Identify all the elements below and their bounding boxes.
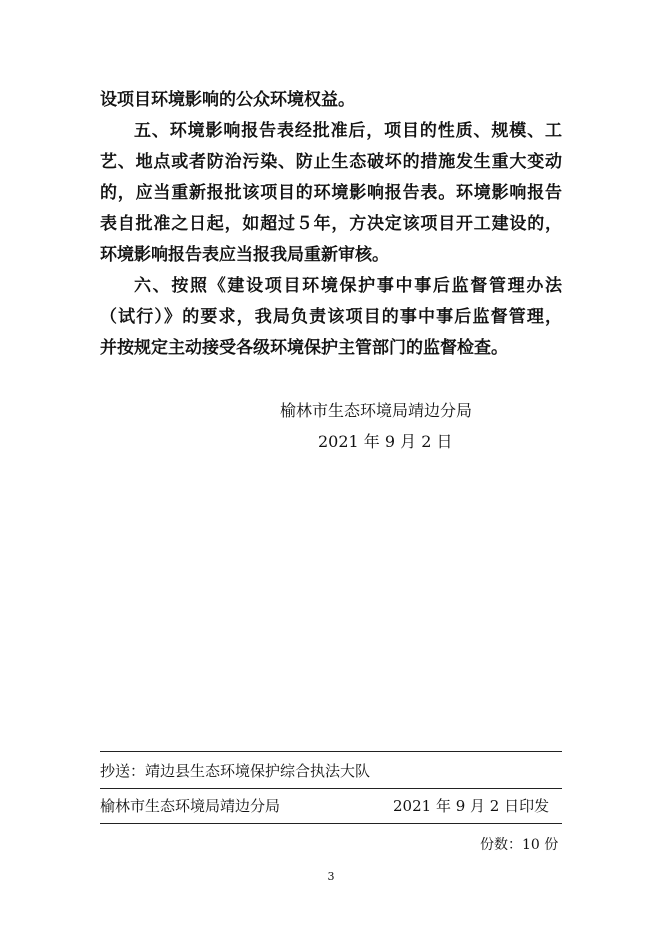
issuer-name: 榆林市生态环境局靖边分局 — [100, 797, 281, 815]
text-line: 设项目环境影响的公众环境权益。 — [100, 90, 355, 110]
issue-date: 2021 年 9 月 2 日印发 — [393, 797, 550, 815]
copies-count: 份数：10 份 — [480, 837, 559, 853]
text-line: 环境影响报告表应当报我局重新审核。 — [100, 245, 389, 265]
footer-rule-middle — [100, 788, 562, 789]
text-line: 并按规定主动接受各级环境保护主管部门的监督检查。 — [100, 338, 508, 358]
paragraph-six — [100, 271, 562, 364]
footer-rule-top — [100, 751, 562, 752]
text-line: 六、按照《建设项目环境保护事中事后监督管理办法 — [134, 276, 562, 296]
text-line: （试行）》的要求，我局负责该项目的事中事后监督管理， — [100, 307, 562, 327]
cc-line: 抄送：靖边县生态环境保护综合执法大队 — [100, 762, 371, 780]
text-line: 五、环境影响报告表经批准后，项目的性质、规模、工 — [134, 121, 562, 141]
text-line: 艺、地点或者防治污染、防止生态破坏的措施发生重大变动 — [100, 152, 562, 172]
signature-org: 榆林市生态环境局靖边分局 — [280, 401, 473, 420]
text-line: 表自批准之日起，如超过５年，方决定该项目开工建设的， — [100, 214, 562, 234]
signature-date: 2021 年 9 月 2 日 — [318, 432, 453, 451]
text-line: 的，应当重新报批该项目的环境影响报告表。环境影响报告 — [100, 183, 562, 203]
page-number: 3 — [327, 870, 335, 883]
footer-rule-bottom — [100, 823, 562, 824]
paragraph-continuation — [100, 85, 562, 116]
paragraph-five — [100, 116, 562, 271]
